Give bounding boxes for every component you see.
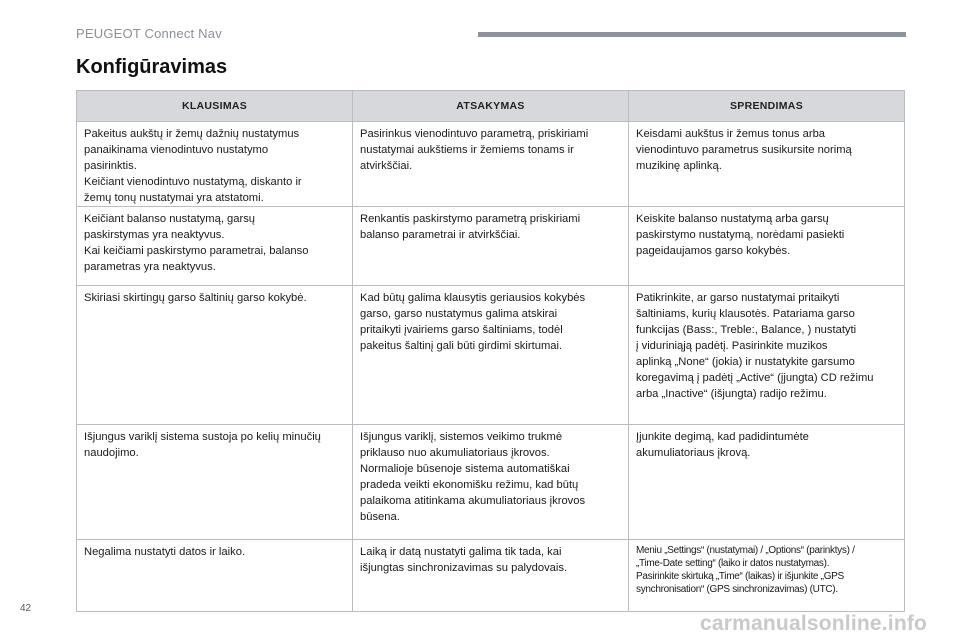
text-line: Keiskite balanso nustatymą arba garsų (636, 213, 829, 225)
text-line: Negalima nustatyti datos ir laiko. (84, 546, 246, 558)
answer-cell (353, 286, 629, 425)
text-line: muzikinę aplinką. (636, 160, 722, 172)
text-line: būsena. (360, 511, 400, 523)
text-line: Meniu „Settings“ (nustatymai) / „Options“ (parinktys) / (636, 545, 855, 556)
text-line: Skiriasi skirtingų garso šaltinių garso kokybė. (84, 292, 307, 304)
text-line: pasirinktis. (84, 160, 137, 172)
text-line: Kai keičiami paskirstymo parametrai, balanso (84, 245, 309, 257)
text-line: Kad būtų galima klausytis geriausios kokybės (360, 292, 586, 304)
text-line: aplinką „None“ (jokia) ir nustatykite garsumo (636, 356, 855, 368)
table-row (77, 286, 905, 425)
text-line: Laiką ir datą nustatyti galima tik tada, kai (360, 546, 562, 558)
solution-cell (629, 540, 905, 612)
page-title: Konfigūravimas (76, 56, 228, 78)
text-line: Renkantis paskirstymo parametrą priskiriami (360, 213, 581, 225)
text-line: Keičiant balanso nustatymą, garsų (84, 213, 256, 225)
troubleshooting-table (76, 90, 905, 612)
text-line: Keičiant vienodintuvo nustatymą, diskanto ir (84, 176, 302, 188)
answer-cell (353, 207, 629, 286)
text-line: funkcijas (Bass:, Treble:, Balance, ) nustatyti (636, 324, 857, 336)
question-cell (77, 207, 353, 286)
text-line: panaikinama vienodintuvo nustatymo (84, 144, 269, 156)
table-header-row (77, 91, 905, 122)
text-line: koregavimą į padėtį „Active“ (įjungta) CD režimu (636, 372, 874, 384)
text-line: akumuliatoriaus įkrovą. (636, 447, 751, 459)
text-line: Keisdami aukštus ir žemus tonus arba (636, 128, 826, 140)
text-line: „Time-Date setting“ (laiko ir datos nustatymas). (636, 558, 830, 569)
text-line: palaikoma atitinkama akumuliatoriaus įkrovos (360, 495, 586, 507)
text-line: pageidaujamos garso kokybės. (636, 245, 791, 257)
text-line: šaltiniams, kurių klausotės. Patariama garso (636, 308, 855, 320)
question-cell (77, 425, 353, 540)
text-line: Pasirinkite skirtuką „Time“ (laikas) ir išjunkite „GPS (636, 571, 844, 582)
answer-cell (353, 540, 629, 612)
text-line: Įjunkite degimą, kad padidintumėte (636, 431, 809, 443)
header-divider-bar (478, 32, 906, 37)
answer-cell (353, 425, 629, 540)
solution-cell (629, 207, 905, 286)
text-line: balanso parametrai ir atvirkščiai. (360, 229, 521, 241)
solution-cell (629, 122, 905, 207)
table-row (77, 122, 905, 207)
solution-cell (629, 425, 905, 540)
table-row (77, 540, 905, 612)
text-line: vienodintuvo parametrus susikursite norimą (636, 144, 852, 156)
text-line: garso, garso nustatymus galima atskirai (360, 308, 558, 320)
text-line: parametras yra neaktyvus. (84, 261, 216, 273)
text-line: pritaikyti įvairiems garso šaltiniams, todėl (360, 324, 563, 336)
question-cell (77, 540, 353, 612)
text-line: priklauso nuo akumuliatoriaus įkrovos. (360, 447, 550, 459)
answer-cell (353, 122, 629, 207)
text-line: naudojimo. (84, 447, 139, 459)
text-line: paskirstymas yra neaktyvus. (84, 229, 225, 241)
question-cell (77, 122, 353, 207)
text-line: Patikrinkite, ar garso nustatymai pritaikyti (636, 292, 840, 304)
column-header-solution: SPRENDIMAS (629, 91, 905, 122)
text-line: Išjungus variklį, sistemos veikimo trukmė (360, 431, 563, 443)
watermark: carmanualsonline.info (700, 612, 928, 635)
page-number: 42 (20, 603, 32, 614)
text-line: nustatymai aukštiems ir žemiems tonams ir (360, 144, 574, 156)
text-line: išjungtas sinchronizavimas su palydovais. (360, 562, 568, 574)
text-line: pradeda veikti ekonomišku režimu, kad būtų (360, 479, 579, 491)
column-header-question: KLAUSIMAS (77, 91, 353, 122)
table-row (77, 425, 905, 540)
text-line: į viduriniąją padėtį. Pasirinkite muzikos (636, 340, 828, 352)
text-line: pakeitus šaltinį gali būti girdimi skirtumai. (360, 340, 563, 352)
text-line: Pakeitus aukštų ir žemų dažnių nustatymus (84, 128, 300, 140)
solution-cell (629, 286, 905, 425)
text-line: synchronisation“ (GPS sinchronizavimas) (UTC). (636, 584, 838, 595)
text-line: Normalioje būsenoje sistema automatiškai (360, 463, 570, 475)
column-header-answer: ATSAKYMAS (353, 91, 629, 122)
text-line: atvirkščiai. (360, 160, 413, 172)
text-line: Pasirinkus vienodintuvo parametrą, priskiriami (360, 128, 589, 140)
text-line: žemų tonų nustatymai yra atstatomi. (84, 192, 264, 204)
manual-header-title: PEUGEOT Connect Nav (76, 26, 222, 41)
text-line: paskirstymo nustatymą, norėdami pasiekti (636, 229, 845, 241)
table-row (77, 207, 905, 286)
text-line: Išjungus variklį sistema sustoja po kelių minučių (84, 431, 321, 443)
question-cell (77, 286, 353, 425)
text-line: arba „Inactive“ (išjungta) radijo režimu. (636, 388, 827, 400)
